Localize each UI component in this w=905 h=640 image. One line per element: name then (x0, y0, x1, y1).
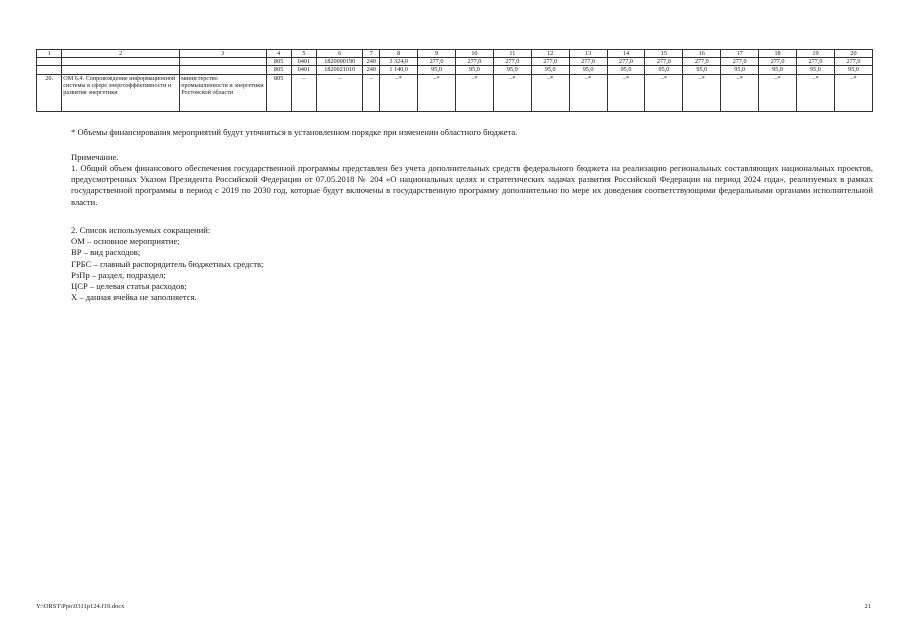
table-cell: 3 324,0 (380, 58, 418, 66)
table-cell: –* (683, 74, 721, 111)
table-cell: 3 (180, 50, 266, 58)
abbreviation-item: ЦСР – целевая статья расходов; (71, 281, 187, 292)
table-cell: 805 (266, 74, 291, 111)
table-cell: – (317, 74, 363, 111)
table-cell: –* (721, 74, 759, 111)
table-cell: 95,0 (569, 66, 607, 74)
table-cell: 1 (37, 50, 62, 58)
footnote: * Объемы финансирования мероприятий будут уточняться в установленном порядке при изменении областного бюджета. (71, 127, 518, 137)
table-row (37, 58, 873, 66)
table-cell: 20. (37, 74, 62, 111)
table-cell: 277,0 (683, 58, 721, 66)
table-cell: 1820000190 (317, 58, 363, 66)
table-cell: 6 (317, 50, 363, 58)
table-cell: 7 (363, 50, 380, 58)
table-cell: –* (569, 74, 607, 111)
abbreviation-item: ГРБС – главный распорядитель бюджетных средств; (71, 258, 264, 269)
table-row (37, 74, 873, 111)
abbreviation-item: ВР – вид расходов; (71, 247, 141, 258)
table-cell: 277,0 (834, 58, 872, 66)
table-cell: 95,0 (607, 66, 645, 74)
table-cell: –* (759, 74, 797, 111)
table-cell (180, 66, 266, 74)
table-cell: 1 140,0 (380, 66, 418, 74)
table-cell: 95,0 (683, 66, 721, 74)
table-cell: 805 (266, 58, 291, 66)
table-cell: –* (607, 74, 645, 111)
table-cell: 8 (380, 50, 418, 58)
table-cell (180, 58, 266, 66)
table-cell: –* (834, 74, 872, 111)
table-cell: ОМ 6.4. Сопровождение информационной системы в сфере энергоэффективности и развития энергетики (62, 74, 180, 111)
table-cell: –* (455, 74, 493, 111)
abbreviation-item: РзПр – раздел, подраздел; (71, 269, 166, 280)
table-cell: 277,0 (531, 58, 569, 66)
table-cell: –* (380, 74, 418, 111)
table-cell: 5 (291, 50, 316, 58)
table-cell: 2 (62, 50, 180, 58)
table-cell: 95,0 (493, 66, 531, 74)
table-cell: – (291, 74, 316, 111)
table-cell: 240 (363, 58, 380, 66)
table-cell: 17 (721, 50, 759, 58)
note-paragraph-1 (71, 163, 873, 208)
table-cell: –* (531, 74, 569, 111)
table-cell: 11 (493, 50, 531, 58)
table-cell: 4 (266, 50, 291, 58)
footer-file-path: Y:\ORST\Ppo\0311p124.f19.docx (36, 603, 125, 610)
table-cell: 1820021010 (317, 66, 363, 74)
budget-table (36, 49, 873, 112)
table-cell: 277,0 (797, 58, 835, 66)
table-cell: 277,0 (759, 58, 797, 66)
abbreviation-item: ОМ – основное мероприятие; (71, 236, 180, 247)
table-header-row (37, 50, 873, 58)
table-row (37, 66, 873, 74)
table-cell: 240 (363, 66, 380, 74)
table-cell: –* (418, 74, 456, 111)
abbreviation-title: 2. Список используемых сокращений: (71, 225, 211, 235)
table-cell: 95,0 (797, 66, 835, 74)
abbreviation-item: Х – данная ячейка не заполняется. (71, 292, 197, 303)
table-cell: 15 (645, 50, 683, 58)
table-cell: 805 (266, 66, 291, 74)
table-cell: 0401 (291, 58, 316, 66)
page-number: 21 (864, 603, 871, 610)
table-cell: 16 (683, 50, 721, 58)
table-cell: 14 (607, 50, 645, 58)
table-cell: 19 (797, 50, 835, 58)
note-title: Примечание. (71, 152, 119, 162)
table-cell: 9 (418, 50, 456, 58)
note-paragraph-1-text: 1. Общий объем финансового обеспечения государственной программы представлен без учета дополнительных средств федерального бюджета на реализацию региональных составляющих национальных проектов, предусмотренных Указом Президента Российской Федерации от 07.05.2018 № 204 «О национальных целях и стратегических задачах развития Российской Федерации на период 2024 года», реализуемых в рамках государственной программы в период с 2019 по 2030 год, которые будут включены в государственную программу дополнительно по мере их доведения соответствующими федеральными органами исполнительной власти. (71, 163, 873, 207)
table-cell: 95,0 (645, 66, 683, 74)
table-cell: 277,0 (418, 58, 456, 66)
table-cell (62, 58, 180, 66)
table-cell: 95,0 (531, 66, 569, 74)
table-cell: 277,0 (455, 58, 493, 66)
table-cell: – (363, 74, 380, 111)
table-cell: министерство промышленности и энергетики Ростовской области (180, 74, 266, 111)
table-cell: 277,0 (607, 58, 645, 66)
table-cell: 95,0 (834, 66, 872, 74)
table-cell (37, 58, 62, 66)
table-cell: 12 (531, 50, 569, 58)
table-cell: 10 (455, 50, 493, 58)
table-cell (37, 66, 62, 74)
table-cell: 0401 (291, 66, 316, 74)
table-cell (62, 66, 180, 74)
table-cell: 277,0 (493, 58, 531, 66)
table-cell: –* (493, 74, 531, 111)
table-cell: 13 (569, 50, 607, 58)
abbreviation-list (71, 225, 263, 303)
table-cell: 95,0 (721, 66, 759, 74)
table-cell: 95,0 (418, 66, 456, 74)
table-cell: –* (797, 74, 835, 111)
table-cell: 95,0 (455, 66, 493, 74)
table-cell: 95,0 (759, 66, 797, 74)
table-cell: –* (645, 74, 683, 111)
table-cell: 18 (759, 50, 797, 58)
table-cell: 277,0 (645, 58, 683, 66)
table-cell: 277,0 (721, 58, 759, 66)
table-cell: 20 (834, 50, 872, 58)
table-cell: 277,0 (569, 58, 607, 66)
